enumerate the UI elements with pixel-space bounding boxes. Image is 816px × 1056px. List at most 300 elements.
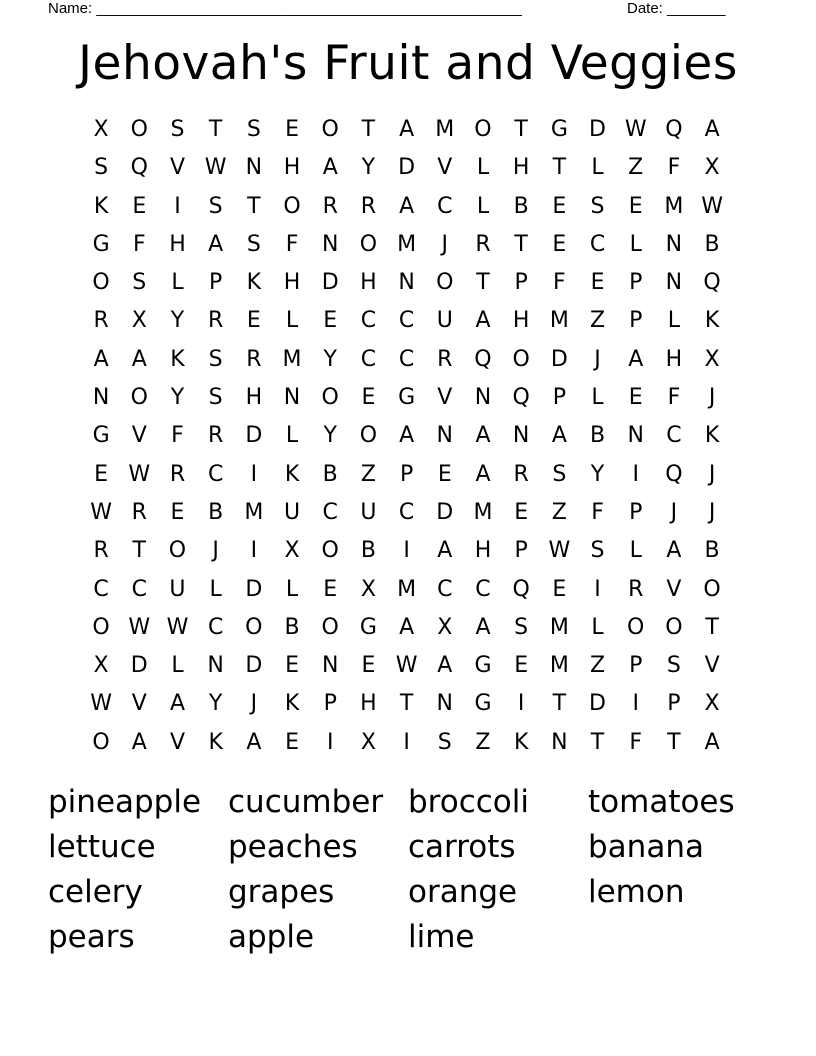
grid-letter: H: [360, 691, 377, 717]
grid-letter: W: [90, 691, 112, 717]
grid-letter: N: [207, 653, 224, 679]
grid-letter: U: [169, 576, 186, 602]
grid-letter: I: [594, 576, 601, 602]
grid-letter: G: [359, 614, 377, 640]
grid-letter: K: [93, 193, 109, 219]
grid-letter: X: [93, 117, 109, 142]
grid-letter: R: [628, 576, 644, 602]
grid-letter: R: [475, 231, 491, 257]
word-list-item: peaches: [228, 829, 358, 865]
grid-letter: Q: [665, 461, 683, 487]
grid-letter: H: [245, 385, 263, 411]
grid-letter: F: [629, 729, 643, 755]
grid-letter: E: [437, 461, 452, 487]
grid-letter: C: [207, 461, 224, 487]
grid-letter: M: [549, 653, 569, 679]
grid-letter: E: [323, 308, 338, 334]
grid-letter: E: [323, 576, 338, 602]
grid-letter: D: [245, 576, 263, 602]
grid-letter: L: [476, 155, 490, 181]
word-list-item: celery: [48, 874, 143, 910]
grid-letter: R: [93, 308, 109, 334]
grid-letter: N: [283, 385, 301, 411]
grid-letter: O: [436, 270, 454, 296]
grid-letter: C: [398, 499, 415, 525]
grid-letter: N: [474, 385, 492, 411]
grid-letter: E: [552, 193, 567, 219]
grid-letter: H: [665, 346, 683, 372]
grid-letter: G: [550, 117, 568, 142]
grid-letter: E: [552, 576, 567, 602]
grid-letter: N: [321, 231, 339, 257]
grid-letter: E: [285, 117, 299, 142]
grid-letter: G: [92, 231, 110, 257]
grid-letter: E: [361, 385, 376, 411]
grid-letter: Y: [170, 308, 185, 334]
grid-letter: J: [441, 231, 449, 257]
grid-letter: C: [666, 423, 682, 449]
grid-letter: O: [283, 193, 301, 219]
grid-letter: J: [594, 346, 601, 372]
grid-letter: C: [589, 231, 606, 257]
grid-letter: Q: [703, 270, 721, 296]
grid-letter: L: [209, 576, 222, 602]
grid-letter: O: [703, 576, 721, 602]
grid-letter: Z: [360, 461, 376, 487]
grid-letter: H: [474, 538, 492, 564]
grid-letter: L: [285, 576, 299, 602]
grid-letter: P: [629, 499, 643, 525]
grid-letter: S: [590, 193, 605, 219]
grid-letter: T: [208, 117, 223, 142]
word-list-item: apple: [228, 919, 315, 955]
grid-letter: O: [321, 538, 339, 564]
grid-letter: N: [245, 155, 263, 181]
grid-letter: K: [513, 729, 529, 755]
grid-letter: D: [321, 270, 339, 296]
grid-letter: O: [474, 117, 492, 142]
grid-letter: P: [323, 691, 337, 717]
grid-letter: G: [474, 653, 492, 679]
grid-letter: T: [514, 231, 528, 257]
grid-letter: X: [284, 538, 300, 564]
grid-letter: L: [629, 231, 642, 257]
grid-letter: A: [475, 423, 491, 449]
grid-letter: D: [245, 653, 263, 679]
grid-letter: C: [398, 346, 415, 372]
grid-letter: A: [704, 117, 720, 142]
grid-letter: Z: [475, 729, 491, 755]
grid-letter: H: [283, 270, 301, 296]
grid-letter: E: [132, 193, 147, 219]
grid-letter: V: [169, 729, 185, 755]
grid-letter: T: [667, 729, 681, 755]
grid-letter: P: [209, 270, 223, 296]
grid-letter: T: [399, 691, 414, 717]
grid-letter: F: [285, 231, 299, 257]
grid-letter: K: [170, 346, 185, 372]
grid-letter: Q: [665, 117, 683, 142]
word-list-item: lemon: [588, 874, 685, 910]
grid-letter: Q: [130, 155, 148, 181]
grid-letter: E: [628, 385, 643, 411]
grid-letter: M: [282, 346, 302, 372]
grid-letter: I: [403, 729, 410, 755]
grid-letter: E: [590, 270, 605, 296]
grid-letter: K: [704, 423, 720, 449]
grid-letter: C: [322, 499, 338, 525]
grid-letter: V: [437, 385, 453, 411]
grid-letter: O: [92, 729, 110, 755]
word-list-item: pineapple: [48, 784, 202, 820]
grid-letter: P: [514, 270, 528, 296]
grid-letter: D: [550, 346, 568, 372]
grid-letter: Y: [323, 346, 337, 372]
grid-letter: X: [704, 346, 720, 372]
grid-letter: R: [208, 423, 224, 449]
grid-letter: Y: [361, 155, 376, 181]
grid-letter: A: [93, 346, 109, 372]
grid-letter: T: [514, 117, 528, 142]
grid-letter: O: [92, 614, 110, 640]
grid-letter: B: [704, 231, 720, 257]
grid-letter: S: [132, 270, 147, 296]
word-list-item: pears: [48, 919, 135, 955]
grid-letter: I: [250, 461, 258, 487]
grid-letter: R: [131, 499, 147, 525]
grid-letter: Z: [589, 308, 606, 334]
grid-letter: T: [132, 538, 146, 564]
grid-letter: C: [360, 346, 377, 372]
grid-letter: N: [627, 423, 644, 449]
word-list: [48, 780, 768, 960]
grid-letter: O: [359, 231, 378, 257]
grid-letter: R: [169, 461, 186, 487]
grid-letter: L: [171, 653, 184, 679]
grid-letter: V: [131, 691, 147, 717]
grid-letter: D: [436, 499, 454, 525]
grid-letter: N: [321, 653, 339, 679]
grid-letter: P: [514, 538, 528, 564]
grid-letter: I: [403, 538, 410, 564]
grid-letter: A: [399, 614, 415, 640]
grid-letter: F: [667, 155, 681, 181]
grid-letter: W: [395, 653, 418, 679]
grid-letter: N: [92, 385, 110, 411]
grid-letter: A: [551, 423, 567, 449]
grid-letter: W: [128, 461, 151, 487]
grid-letter: A: [208, 231, 224, 257]
grid-letter: D: [130, 653, 148, 679]
grid-letter: A: [131, 729, 147, 755]
grid-letter: L: [591, 385, 604, 411]
word-list-item: cucumber: [228, 784, 384, 820]
grid-letter: O: [245, 614, 263, 640]
grid-letter: S: [246, 231, 261, 257]
grid-letter: F: [171, 423, 184, 449]
grid-letter: T: [552, 155, 567, 181]
grid-letter: H: [512, 308, 530, 334]
grid-letter: N: [665, 270, 683, 296]
grid-letter: S: [94, 155, 109, 181]
word-list-item: carrots: [408, 829, 516, 865]
grid-letter: E: [514, 653, 529, 679]
grid-letter: O: [130, 117, 148, 142]
grid-letter: M: [664, 193, 684, 219]
grid-letter: E: [285, 729, 299, 755]
grid-letter: A: [628, 346, 644, 372]
grid-letter: G: [474, 691, 492, 717]
grid-letter: N: [665, 231, 683, 257]
grid-letter: X: [360, 729, 376, 755]
grid-letter: B: [704, 538, 720, 564]
grid-letter: S: [437, 729, 452, 755]
grid-letter: O: [665, 614, 683, 640]
grid-letter: O: [321, 614, 339, 640]
grid-letter: T: [590, 729, 605, 755]
grid-letter: B: [284, 614, 300, 640]
grid-letter: A: [704, 729, 720, 755]
grid-letter: A: [437, 653, 453, 679]
grid-letter: A: [437, 538, 453, 564]
grid-letter: V: [169, 155, 185, 181]
grid-letter: X: [704, 155, 720, 181]
grid-letter: H: [169, 231, 186, 257]
grid-letter: E: [94, 461, 109, 487]
grid-letter: G: [92, 423, 110, 449]
grid-letter: X: [704, 691, 720, 717]
grid-letter: L: [667, 308, 681, 334]
grid-letter: A: [475, 461, 491, 487]
grid-letter: X: [131, 308, 147, 334]
grid-letter: P: [629, 270, 643, 296]
grid-letter: X: [437, 614, 453, 640]
grid-letter: H: [283, 155, 301, 181]
grid-letter: W: [204, 155, 227, 181]
grid-letter: O: [168, 538, 187, 564]
grid-letter: H: [512, 155, 530, 181]
grid-letter: R: [322, 193, 338, 219]
grid-letter: L: [171, 270, 184, 296]
grid-letter: R: [246, 346, 262, 372]
grid-letter: L: [591, 614, 604, 640]
grid-letter: I: [632, 461, 639, 487]
grid-letter: W: [166, 614, 189, 640]
grid-letter: F: [667, 385, 681, 411]
grid-letter: P: [399, 461, 414, 487]
grid-letter: T: [476, 270, 490, 296]
grid-letter: O: [92, 270, 110, 296]
grid-letter: E: [552, 231, 567, 257]
grid-letter: A: [246, 729, 262, 755]
grid-letter: A: [399, 117, 415, 142]
grid-letter: N: [398, 270, 415, 296]
page-title: Jehovah's Fruit and Veggies: [78, 36, 738, 91]
grid-letter: F: [132, 231, 146, 257]
grid-letter: Y: [590, 461, 605, 487]
grid-letter: M: [244, 499, 264, 525]
grid-letter: E: [170, 499, 185, 525]
grid-letter: S: [246, 117, 261, 142]
grid-letter: V: [437, 155, 453, 181]
grid-letter: G: [398, 385, 416, 411]
grid-letter: C: [398, 308, 415, 334]
name-field-label: Name: ___________________________________________________: [48, 0, 522, 17]
grid-letter: L: [476, 193, 490, 219]
grid-letter: A: [666, 538, 682, 564]
grid-letter: S: [208, 193, 223, 219]
grid-letter: A: [131, 346, 147, 372]
grid-letter: D: [589, 691, 606, 717]
grid-letter: Q: [474, 346, 492, 372]
grid-letter: U: [283, 499, 301, 525]
word-list-item: grapes: [228, 874, 335, 910]
grid-letter: E: [285, 653, 299, 679]
grid-letter: C: [475, 576, 491, 602]
grid-letter: J: [212, 538, 219, 564]
grid-letter: T: [552, 691, 567, 717]
grid-letter: V: [131, 423, 147, 449]
grid-letter: J: [708, 385, 716, 411]
grid-letter: R: [93, 538, 109, 564]
grid-letter: A: [169, 691, 185, 717]
grid-letter: C: [207, 614, 224, 640]
grid-letter: M: [397, 231, 417, 257]
grid-letter: K: [704, 308, 720, 334]
grid-letter: M: [549, 614, 569, 640]
grid-letter: W: [128, 614, 151, 640]
grid-letter: L: [629, 538, 642, 564]
word-search-grid: [82, 111, 731, 762]
grid-letter: R: [437, 346, 453, 372]
grid-letter: C: [437, 576, 453, 602]
grid-letter: P: [667, 691, 681, 717]
grid-letter: L: [285, 423, 299, 449]
grid-letter: J: [670, 499, 678, 525]
grid-letter: H: [360, 270, 377, 296]
grid-letter: J: [708, 461, 716, 487]
grid-letter: S: [208, 385, 223, 411]
grid-letter: F: [591, 499, 604, 525]
grid-letter: D: [245, 423, 263, 449]
grid-letter: S: [590, 538, 605, 564]
grid-letter: B: [360, 538, 376, 564]
grid-letter: Z: [551, 499, 567, 525]
grid-letter: T: [247, 193, 261, 219]
grid-letter: L: [591, 155, 604, 181]
header-fields: [48, 0, 748, 20]
grid-letter: L: [285, 308, 299, 334]
grid-letter: Q: [512, 576, 530, 602]
grid-letter: O: [512, 346, 530, 372]
grid-letter: X: [93, 653, 109, 679]
grid-letter: E: [628, 193, 643, 219]
grid-letter: N: [551, 729, 568, 755]
grid-letter: A: [322, 155, 338, 181]
grid-letter: P: [552, 385, 566, 411]
grid-letter: O: [130, 385, 148, 411]
grid-letter: S: [208, 346, 223, 372]
grid-letter: V: [666, 576, 682, 602]
grid-letter: I: [174, 193, 181, 219]
grid-letter: Z: [589, 653, 606, 679]
grid-letter: Y: [208, 691, 223, 717]
grid-letter: A: [399, 193, 415, 219]
word-list-item: tomatoes: [588, 784, 735, 820]
grid-letter: R: [208, 308, 224, 334]
grid-letter: A: [475, 308, 491, 334]
grid-letter: U: [436, 308, 453, 334]
grid-letter: W: [624, 117, 647, 142]
grid-letter: Z: [628, 155, 644, 181]
word-list-item: banana: [588, 829, 704, 865]
grid-letter: M: [435, 117, 455, 142]
grid-letter: D: [589, 117, 606, 142]
grid-letter: B: [322, 461, 338, 487]
grid-letter: C: [360, 308, 377, 334]
grid-letter: T: [361, 117, 376, 142]
grid-letter: I: [326, 729, 334, 755]
grid-letter: K: [246, 270, 262, 296]
grid-letter: N: [436, 423, 454, 449]
word-list-item: broccoli: [408, 784, 529, 820]
grid-letter: A: [399, 423, 415, 449]
grid-letter: W: [548, 538, 571, 564]
grid-letter: U: [360, 499, 377, 525]
grid-letter: P: [629, 308, 643, 334]
grid-letter: X: [360, 576, 376, 602]
grid-letter: N: [512, 423, 530, 449]
grid-letter: O: [359, 423, 378, 449]
grid-letter: O: [321, 385, 339, 411]
grid-letter: M: [473, 499, 493, 525]
grid-letter: C: [437, 193, 453, 219]
grid-letter: Y: [170, 385, 185, 411]
grid-letter: O: [627, 614, 645, 640]
grid-letter: C: [93, 576, 109, 602]
grid-letter: W: [701, 193, 723, 219]
grid-letter: K: [208, 729, 223, 755]
grid-letter: F: [553, 270, 566, 296]
grid-letter: B: [208, 499, 224, 525]
word-list-item: lime: [408, 919, 475, 955]
grid-letter: M: [549, 308, 569, 334]
grid-letter: S: [552, 461, 567, 487]
grid-letter: E: [361, 653, 376, 679]
grid-letter: D: [398, 155, 416, 181]
grid-letter: W: [90, 499, 112, 525]
grid-letter: I: [250, 538, 258, 564]
grid-letter: R: [513, 461, 529, 487]
grid-letter: M: [397, 576, 417, 602]
grid-letter: E: [514, 499, 529, 525]
grid-letter: K: [284, 461, 300, 487]
grid-letter: T: [705, 614, 719, 640]
grid-letter: A: [475, 614, 491, 640]
grid-letter: S: [170, 117, 185, 142]
grid-letter: V: [704, 653, 720, 679]
grid-letter: B: [589, 423, 606, 449]
grid-letter: S: [514, 614, 529, 640]
grid-letter: O: [321, 117, 339, 142]
grid-letter: J: [708, 499, 716, 525]
grid-letter: B: [513, 193, 529, 219]
grid-letter: C: [131, 576, 147, 602]
grid-letter: P: [629, 653, 643, 679]
grid-letter: J: [250, 691, 258, 717]
grid-letter: S: [666, 653, 681, 679]
word-list-item: lettuce: [48, 829, 156, 865]
